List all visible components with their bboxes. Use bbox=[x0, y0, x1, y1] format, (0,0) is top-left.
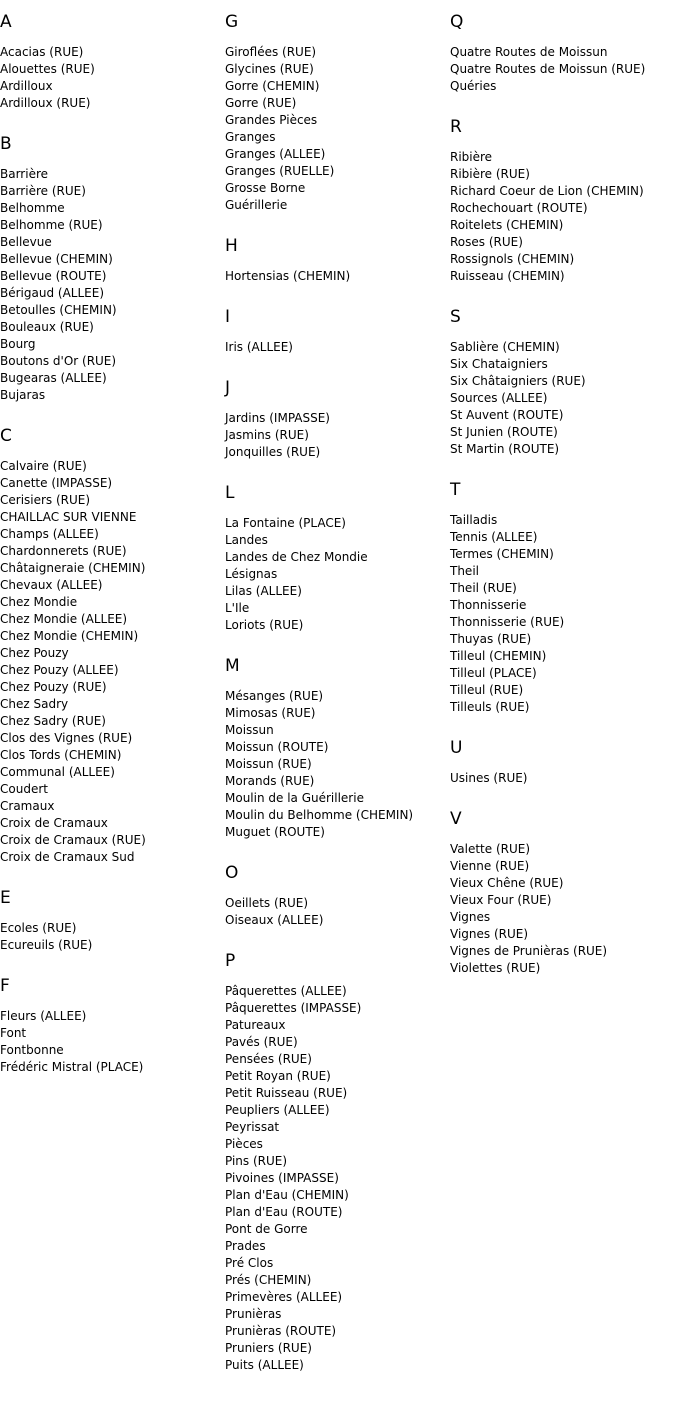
street-name: Termes (CHEMIN) bbox=[450, 547, 554, 561]
group-letter-heading: M bbox=[225, 656, 240, 676]
street-name: Petit Ruisseau (RUE) bbox=[225, 1086, 348, 1100]
group-letter-heading: U bbox=[450, 738, 463, 758]
street-name: Barrière bbox=[0, 167, 49, 181]
street-name: Vignes de Prunièras (RUE) bbox=[450, 944, 608, 958]
street-name: Châtaigneraie (CHEMIN) bbox=[0, 561, 146, 575]
street-name: Belhomme bbox=[0, 201, 65, 215]
street-name: Champs (ALLEE) bbox=[0, 527, 99, 541]
street-name: Mésanges (RUE) bbox=[225, 689, 324, 703]
street-name: Six Châtaigniers (RUE) bbox=[450, 374, 586, 388]
street-list bbox=[450, 44, 670, 95]
street-list bbox=[0, 920, 220, 954]
street-name: Vignes bbox=[450, 910, 491, 924]
street-name: Alouettes (RUE) bbox=[0, 62, 95, 76]
street-name: Communal (ALLEE) bbox=[0, 765, 115, 779]
street-name: Clos Tords (CHEMIN) bbox=[0, 748, 122, 762]
letter-group-a bbox=[0, 10, 220, 112]
street-name: Quéries bbox=[450, 79, 497, 93]
group-letter-heading: S bbox=[450, 307, 461, 327]
street-name: St Martin (ROUTE) bbox=[450, 442, 560, 456]
street-name: Moissun (RUE) bbox=[225, 757, 312, 771]
street-name: Boutons d'Or (RUE) bbox=[0, 354, 117, 368]
street-name: Chardonnerets (RUE) bbox=[0, 544, 127, 558]
street-name: Pivoines (IMPASSE) bbox=[225, 1171, 339, 1185]
street-name: Calvaire (RUE) bbox=[0, 459, 87, 473]
street-list bbox=[450, 149, 670, 285]
street-name: Betoulles (CHEMIN) bbox=[0, 303, 117, 317]
street-name: Thonnisserie (RUE) bbox=[450, 615, 565, 629]
street-name: Plan d'Eau (ROUTE) bbox=[225, 1205, 343, 1219]
street-name: Ecureuils (RUE) bbox=[0, 938, 93, 952]
street-name: Valette (RUE) bbox=[450, 842, 531, 856]
street-name: Tilleul (CHEMIN) bbox=[450, 649, 547, 663]
street-name: Quatre Routes de Moissun bbox=[450, 45, 608, 59]
letter-group-g bbox=[225, 10, 445, 214]
street-name: Moulin de la Guérillerie bbox=[225, 791, 364, 805]
street-name: Pâquerettes (IMPASSE) bbox=[225, 1001, 362, 1015]
letter-group-i bbox=[225, 305, 445, 356]
street-name: Bujaras bbox=[0, 388, 46, 402]
group-letter-heading: F bbox=[0, 976, 10, 996]
letter-group-t bbox=[450, 478, 670, 716]
street-name: Muguet (ROUTE) bbox=[225, 825, 325, 839]
street-name: Cramaux bbox=[0, 799, 55, 813]
street-name: Lésignas bbox=[225, 567, 278, 581]
street-name: Jasmins (RUE) bbox=[225, 428, 309, 442]
street-name: Puits (ALLEE) bbox=[225, 1358, 304, 1372]
group-letter-heading: V bbox=[450, 809, 462, 829]
street-name: Tennis (ALLEE) bbox=[450, 530, 538, 544]
street-name: Jonquilles (RUE) bbox=[225, 445, 321, 459]
group-letter-heading: B bbox=[0, 134, 12, 154]
street-list bbox=[0, 44, 220, 112]
letter-group-o bbox=[225, 861, 445, 929]
street-list bbox=[225, 515, 445, 634]
street-name: Cerisiers (RUE) bbox=[0, 493, 91, 507]
street-name: Landes de Chez Mondie bbox=[225, 550, 368, 564]
street-name: Chez Sadry (RUE) bbox=[0, 714, 106, 728]
group-letter-heading: R bbox=[450, 117, 462, 137]
street-name: Coudert bbox=[0, 782, 48, 796]
street-name: Prades bbox=[225, 1239, 266, 1253]
street-name: Quatre Routes de Moissun (RUE) bbox=[450, 62, 646, 76]
street-name: Croix de Cramaux bbox=[0, 816, 108, 830]
letter-group-r bbox=[450, 115, 670, 285]
street-name: Moissun (ROUTE) bbox=[225, 740, 329, 754]
street-name: Iris (ALLEE) bbox=[225, 340, 293, 354]
street-list bbox=[225, 339, 445, 356]
street-name: Tilleul (RUE) bbox=[450, 683, 524, 697]
street-name: Roitelets (CHEMIN) bbox=[450, 218, 564, 232]
street-name: Moissun bbox=[225, 723, 274, 737]
street-list bbox=[450, 841, 670, 977]
group-letter-heading: C bbox=[0, 426, 12, 446]
street-name: Granges bbox=[225, 130, 276, 144]
street-name: Petit Royan (RUE) bbox=[225, 1069, 331, 1083]
street-list bbox=[225, 983, 445, 1374]
letter-group-j bbox=[225, 376, 445, 461]
street-name: Jardins (IMPASSE) bbox=[225, 411, 330, 425]
street-name: Tailladis bbox=[450, 513, 498, 527]
street-name: Pensées (RUE) bbox=[225, 1052, 312, 1066]
street-name: Theil bbox=[450, 564, 479, 578]
street-name: Ribière bbox=[450, 150, 493, 164]
street-name: Bellevue (ROUTE) bbox=[0, 269, 107, 283]
street-name: Pavés (RUE) bbox=[225, 1035, 298, 1049]
street-name: Usines (RUE) bbox=[450, 771, 528, 785]
letter-group-c bbox=[0, 424, 220, 866]
letter-group-s bbox=[450, 305, 670, 458]
street-name: Guérillerie bbox=[225, 198, 288, 212]
group-letter-heading: Q bbox=[450, 12, 464, 32]
street-name: Acacias (RUE) bbox=[0, 45, 84, 59]
group-letter-heading: H bbox=[225, 236, 238, 256]
index-column-3 bbox=[450, 10, 670, 997]
street-name: Thuyas (RUE) bbox=[450, 632, 532, 646]
group-letter-heading: T bbox=[450, 480, 461, 500]
street-name: St Auvent (ROUTE) bbox=[450, 408, 564, 422]
street-name: Croix de Cramaux Sud bbox=[0, 850, 135, 864]
street-name: Gorre (CHEMIN) bbox=[225, 79, 320, 93]
street-name: Granges (ALLEE) bbox=[225, 147, 326, 161]
group-letter-heading: P bbox=[225, 951, 236, 971]
street-name: Pâquerettes (ALLEE) bbox=[225, 984, 347, 998]
group-letter-heading: G bbox=[225, 12, 239, 32]
street-name: Chez Mondie (CHEMIN) bbox=[0, 629, 139, 643]
letter-group-f bbox=[0, 974, 220, 1076]
street-list bbox=[225, 895, 445, 929]
group-letter-heading: I bbox=[225, 307, 231, 327]
street-name: Lilas (ALLEE) bbox=[225, 584, 302, 598]
street-name: Chez Sadry bbox=[0, 697, 69, 711]
street-name: L'Ile bbox=[225, 601, 250, 615]
street-name: Barrière (RUE) bbox=[0, 184, 86, 198]
street-name: Morands (RUE) bbox=[225, 774, 315, 788]
street-name: Belhomme (RUE) bbox=[0, 218, 103, 232]
street-name: Pruniers (RUE) bbox=[225, 1341, 312, 1355]
street-name: Chez Mondie bbox=[0, 595, 78, 609]
street-name: Chez Pouzy (RUE) bbox=[0, 680, 107, 694]
street-name: La Fontaine (PLACE) bbox=[225, 516, 346, 530]
street-name: Thonnisserie bbox=[450, 598, 527, 612]
street-name: Ardilloux bbox=[0, 79, 53, 93]
street-name: Primevères (ALLEE) bbox=[225, 1290, 343, 1304]
street-name: Landes bbox=[225, 533, 268, 547]
street-name: Richard Coeur de Lion (CHEMIN) bbox=[450, 184, 644, 198]
letter-group-v bbox=[450, 807, 670, 977]
street-name: Six Chataigniers bbox=[450, 357, 548, 371]
street-name: Vieux Four (RUE) bbox=[450, 893, 552, 907]
street-list bbox=[225, 268, 445, 285]
street-name: Frédéric Mistral (PLACE) bbox=[0, 1060, 144, 1074]
street-name: Tilleul (PLACE) bbox=[450, 666, 537, 680]
street-list bbox=[225, 410, 445, 461]
street-name: Pièces bbox=[225, 1137, 263, 1151]
street-name: Bellevue (CHEMIN) bbox=[0, 252, 113, 266]
street-name: Giroflées (RUE) bbox=[225, 45, 317, 59]
street-name: Roses (RUE) bbox=[450, 235, 523, 249]
street-name: Clos des Vignes (RUE) bbox=[0, 731, 133, 745]
street-name: Grandes Pièces bbox=[225, 113, 318, 127]
street-name: Bouleaux (RUE) bbox=[0, 320, 94, 334]
street-name: Hortensias (CHEMIN) bbox=[225, 269, 351, 283]
street-name: Glycines (RUE) bbox=[225, 62, 314, 76]
street-name: Vieux Chêne (RUE) bbox=[450, 876, 564, 890]
letter-group-m bbox=[225, 654, 445, 841]
street-name: Chevaux (ALLEE) bbox=[0, 578, 103, 592]
street-list bbox=[0, 458, 220, 866]
street-name: Mimosas (RUE) bbox=[225, 706, 316, 720]
group-letter-heading: E bbox=[0, 888, 11, 908]
letter-group-b bbox=[0, 132, 220, 404]
street-name: Font bbox=[0, 1026, 27, 1040]
street-name: Moulin du Belhomme (CHEMIN) bbox=[225, 808, 414, 822]
street-list bbox=[225, 688, 445, 841]
street-list bbox=[225, 44, 445, 214]
letter-group-u bbox=[450, 736, 670, 787]
index-column-1 bbox=[0, 10, 220, 1096]
street-name: Vienne (RUE) bbox=[450, 859, 530, 873]
street-name: Theil (RUE) bbox=[450, 581, 517, 595]
street-list bbox=[0, 166, 220, 404]
street-name: Grosse Borne bbox=[225, 181, 306, 195]
group-letter-heading: O bbox=[225, 863, 239, 883]
letter-group-q bbox=[450, 10, 670, 95]
street-name: Croix de Cramaux (RUE) bbox=[0, 833, 146, 847]
street-name: Patureaux bbox=[225, 1018, 286, 1032]
street-name: Canette (IMPASSE) bbox=[0, 476, 113, 490]
street-name: Peyrissat bbox=[225, 1120, 280, 1134]
street-name: Sablière (CHEMIN) bbox=[450, 340, 560, 354]
street-list bbox=[450, 512, 670, 716]
group-letter-heading: L bbox=[225, 483, 235, 503]
letter-group-p bbox=[225, 949, 445, 1374]
street-name: Violettes (RUE) bbox=[450, 961, 541, 975]
letter-group-l bbox=[225, 481, 445, 634]
street-name: Ecoles (RUE) bbox=[0, 921, 77, 935]
street-name: Vignes (RUE) bbox=[450, 927, 529, 941]
street-name: Loriots (RUE) bbox=[225, 618, 304, 632]
street-name: Pont de Gorre bbox=[225, 1222, 308, 1236]
street-name: Chez Mondie (ALLEE) bbox=[0, 612, 128, 626]
street-name: Bugearas (ALLEE) bbox=[0, 371, 107, 385]
street-name: Fontbonne bbox=[0, 1043, 64, 1057]
street-list bbox=[450, 770, 670, 787]
street-name: Chez Pouzy bbox=[0, 646, 69, 660]
street-name: Sources (ALLEE) bbox=[450, 391, 548, 405]
letter-group-e bbox=[0, 886, 220, 954]
street-name: Fleurs (ALLEE) bbox=[0, 1009, 87, 1023]
street-name: Pré Clos bbox=[225, 1256, 274, 1270]
street-name: Oeillets (RUE) bbox=[225, 896, 309, 910]
letter-group-h bbox=[225, 234, 445, 285]
street-list bbox=[0, 1008, 220, 1076]
street-name: CHAILLAC SUR VIENNE bbox=[0, 510, 137, 524]
street-name: Plan d'Eau (CHEMIN) bbox=[225, 1188, 349, 1202]
street-name: St Junien (ROUTE) bbox=[450, 425, 558, 439]
street-name: Ruisseau (CHEMIN) bbox=[450, 269, 565, 283]
street-name: Bourg bbox=[0, 337, 36, 351]
street-list bbox=[450, 339, 670, 458]
index-column-2 bbox=[225, 10, 445, 1394]
street-name: Rossignols (CHEMIN) bbox=[450, 252, 575, 266]
street-name: Bérigaud (ALLEE) bbox=[0, 286, 104, 300]
street-name: Prunièras (ROUTE) bbox=[225, 1324, 337, 1338]
street-name: Oiseaux (ALLEE) bbox=[225, 913, 324, 927]
street-name: Rochechouart (ROUTE) bbox=[450, 201, 588, 215]
street-name: Pins (RUE) bbox=[225, 1154, 288, 1168]
street-name: Chez Pouzy (ALLEE) bbox=[0, 663, 119, 677]
street-name: Peupliers (ALLEE) bbox=[225, 1103, 330, 1117]
street-name: Prunièras bbox=[225, 1307, 282, 1321]
street-name: Tilleuls (RUE) bbox=[450, 700, 530, 714]
street-name: Prés (CHEMIN) bbox=[225, 1273, 312, 1287]
street-name: Ardilloux (RUE) bbox=[0, 96, 91, 110]
street-name: Ribière (RUE) bbox=[450, 167, 530, 181]
street-name: Gorre (RUE) bbox=[225, 96, 297, 110]
street-name: Granges (RUELLE) bbox=[225, 164, 335, 178]
group-letter-heading: A bbox=[0, 12, 12, 32]
street-name: Bellevue bbox=[0, 235, 52, 249]
group-letter-heading: J bbox=[225, 378, 231, 398]
